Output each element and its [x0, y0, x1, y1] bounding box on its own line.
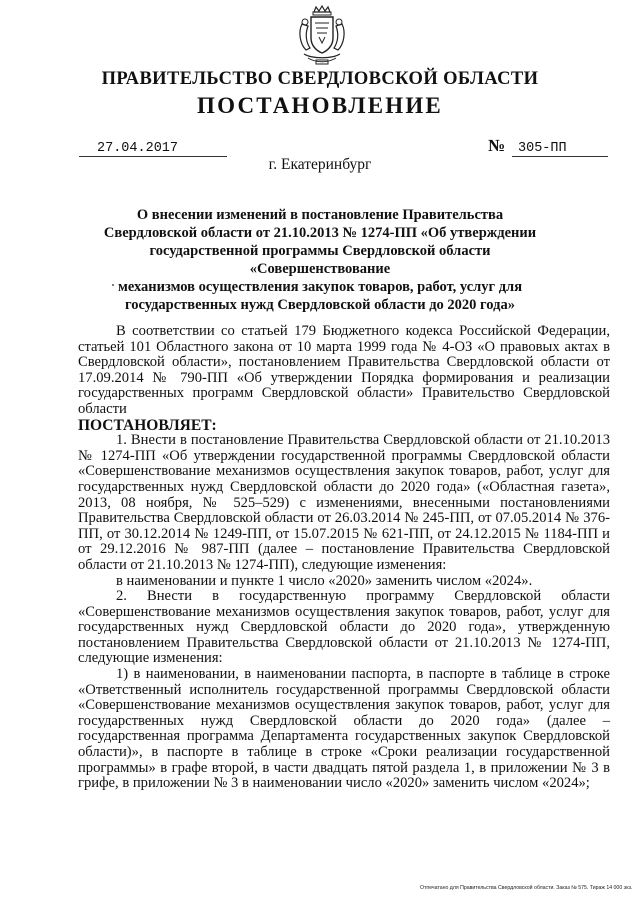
heading-line: механизмов осуществления закупок товаров, работ, услуг для: [117, 279, 523, 295]
number-label: №: [488, 136, 506, 155]
document-body: [78, 324, 610, 792]
item-2-paragraph: 2. Внести в государственную программу Свердловской области «Совершенствование механизмов осуществления закупок товаров, работ, услуг для государственных нужд Свердловской области до 2020 года», утвержденную постановлением Правительства Свердловской области от 21.10.2013 № 1274-ПП, следующие изменения:: [78, 588, 610, 667]
item-2-subitem-1-paragraph: 1) в наименовании, в наименовании паспорта, в паспорте в таблице в строке «Ответственный исполнитель государственной программы Свердловской области «Совершенствование механизмов осуществления закупок товаров, работ, услуг для государственных нужд Свердловской области до 2020 года» (далее – государственная программа Департамента государственных закупок Свердловской области)», в паспорте в таблице в строке «Сроки реализации государственной программы» в графе второй, в части двадцать пятой раздела 1, в приложении № 3 в грифе, в приложении № 3 в наименовании число «2020» заменить числом «2024»;: [78, 666, 610, 792]
heading-line: государственных нужд Свердловской области до 2020 года»: [125, 297, 515, 313]
document-heading: [80, 206, 560, 314]
scan-speck: [112, 284, 114, 286]
document-number: 305-ПП: [512, 140, 608, 157]
city: г. Екатеринбург: [268, 156, 372, 173]
sverdlovsk-coat-of-arms-icon: [296, 4, 348, 68]
print-note: Отпечатано для Правительства Свердловской области. Заказ № 575. Тираж 14 000 экз.: [420, 885, 633, 891]
resolves-heading: ПОСТАНОВЛЯЕТ:: [78, 416, 217, 434]
preamble-paragraph: В соответствии со статьей 179 Бюджетного кодекса Российской Федерации, статьей 101 Областного закона от 10 марта 1999 года № 4-ОЗ «О правовых актах в Свердловской области», постановлением Правительства Свердловской области от 17.09.2014 № 790-ПП «Об утверждении Порядка формирования и реализации государственных программ Свердловской области» Правительство Свердловской области: [78, 323, 610, 417]
government-title: ПРАВИТЕЛЬСТВО СВЕРДЛОВСКОЙ ОБЛАСТИ: [101, 69, 539, 89]
document-date: 27.04.2017: [79, 140, 227, 157]
heading-line: государственной программы Свердловской области «Совершенствование: [149, 243, 491, 277]
heading-line: Свердловской области от 21.10.2013 № 1274-ПП «Об утверждении: [103, 225, 537, 241]
heading-line: О внесении изменений в постановление Правительства: [136, 207, 504, 223]
item-1-change-paragraph: в наименовании и пункте 1 число «2020» заменить числом «2024».: [116, 572, 533, 589]
item-1-paragraph: 1. Внести в постановление Правительства Свердловской области от 21.10.2013 № 1274-ПП «Об утверждении государственной программы Свердловской области «Совершенствование механизмов осуществления закупок товаров, работ, услуг для государственных нужд Свердловской области до 2020 года» («Областная газета», 2013, 08 ноября, № 525–529) с изменениями, внесенными постановлениями Правительства Свердловской области от 26.03.2014 № 245-ПП, от 07.05.2014 № 376-ПП, от 30.12.2014 № 1249-ПП, от 15.07.2015 № 621-ПП, от 24.12.2015 № 1184-ПП и от 29.12.2016 № 987-ПП (далее – постановление Правительства Свердловской области от 21.10.2013 № 1274-ПП), следующие изменения:: [78, 432, 610, 573]
document-type: ПОСТАНОВЛЕНИЕ: [197, 93, 443, 118]
